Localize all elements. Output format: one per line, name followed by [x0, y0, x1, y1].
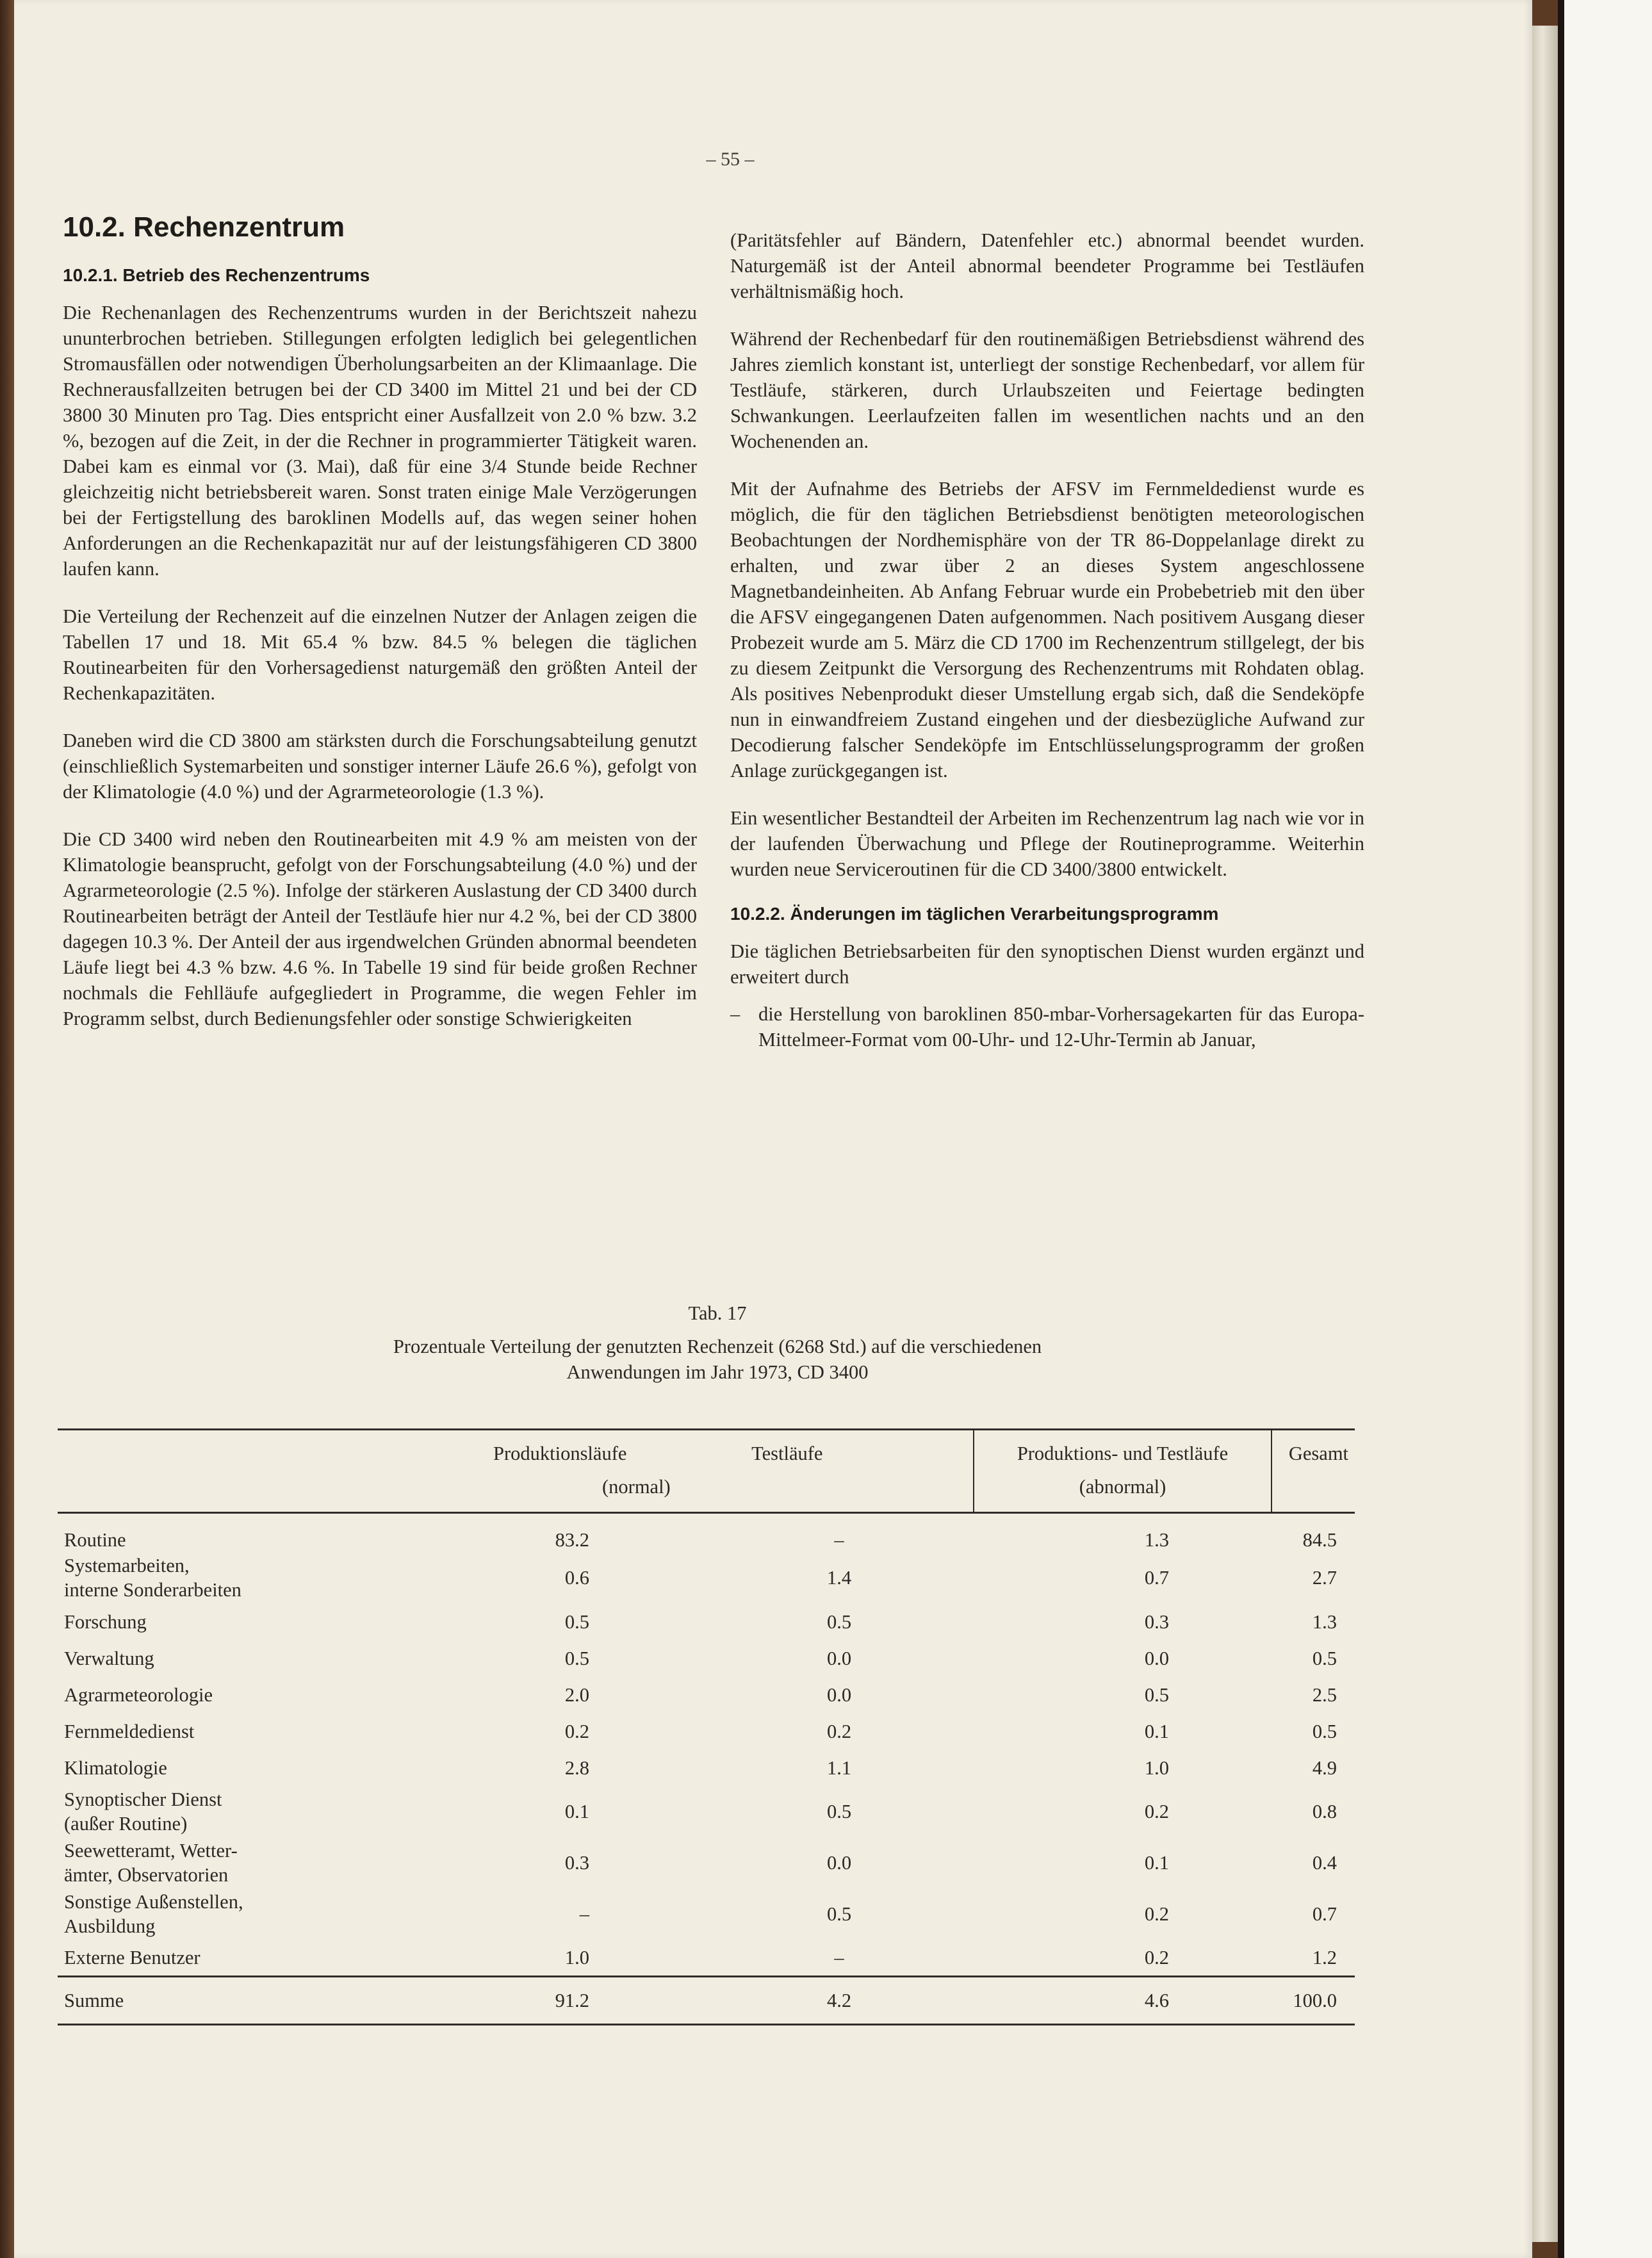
table-row: [58, 1749, 1355, 1786]
page-number: – 55 –: [706, 149, 755, 170]
cell-abnormal: 0.7: [1144, 1567, 1170, 1589]
paragraph: Mit der Aufnahme des Betriebs der AFSV im Fernmeldedienst wurde es möglich, die für den täglichen Betriebsdienst benötigten meteorologischen Beobachtungen der Nordhemisphäre von der TR 86-Doppelanlage direkt zu erhalten, und zwar über 2 an dieses System angeschlossene Magnetbandeinheiten. Ab Anfang Februar wurde ein Probebetrieb mit den über die AFSV eingegangenen Daten aufgenommen. Nach positivem Ausgang dieser Probezeit wurde am 5. März die CD 1700 im Rechenzentrum stillgelegt, der bis zu diesem Zeitpunkt die Versorgung des Rechenzentrums mit Rohdaten oblag. Als positives Nebenprodukt dieser Umstellung ergab sich, daß die Sendeköpfe nun in einwandfreiem Zustand eingehen und der diesbezügliche Aufwand zur Decodierung falscher Sendeköpfe im Entschlüsselungsprogramm der großen Anlage zurückgegangen ist.: [730, 478, 1364, 781]
cell-testlaeufe: –: [834, 1946, 844, 1968]
cell-label: Routine: [64, 1529, 126, 1551]
table-row: [58, 1837, 1355, 1888]
paragraph: Die täglichen Betriebsarbeiten für den synoptischen Dienst wurden ergänzt und erweitert durch: [730, 940, 1364, 988]
cell-produktionslaeufe: 0.3: [564, 1852, 589, 1874]
paragraph: Daneben wird die CD 3800 am stärksten durch die Forschungsabteilung genutzt (einschließlich Systemarbeiten und sonstiger interner Läufe 26.6 %), gefolgt von der Klimatologie (4.0 %) und der Agrarmeteorologie (1.3 %).: [63, 730, 697, 803]
cell-abnormal: 0.1: [1144, 1852, 1170, 1874]
paragraph: Ein wesentlicher Bestandteil der Arbeiten im Rechenzentrum lag nach wie vor in der laufenden Überwachung und Pflege der Routineprogramme. Weiterhin wurden neue Serviceroutinen für die CD 3400/3800 entwickelt.: [730, 807, 1364, 880]
cell-testlaeufe: 0.5: [826, 1801, 852, 1822]
cell-testlaeufe: 0.0: [826, 1852, 852, 1874]
cell-abnormal: 4.6: [974, 1976, 1272, 2024]
cell-produktionslaeufe: 0.1: [564, 1801, 589, 1822]
cell-label: Synoptischer Dienst (außer Routine): [64, 1788, 222, 1835]
cell-abnormal: 0.2: [1144, 1946, 1170, 1968]
paragraph: Während der Rechenbedarf für den routinemäßigen Betriebsdienst während des Jahres ziemlich konstant ist, unterliegt der sonstige Rechenbedarf, vor allem für Testläufe, stärkeren, durch Urlaubszeiten und Feiertage bedingten Schwankungen. Leerlaufzeiten fallen im wesentlichen nachts und an den Wochenenden an.: [730, 328, 1364, 452]
table-caption-line: Prozentuale Verteilung der genutzten Rechenzeit (6268 Std.) auf die verschiedenen: [393, 1336, 1042, 1357]
header-normal: (normal): [602, 1476, 671, 1498]
cell-label: Agrarmeteorologie: [64, 1683, 213, 1706]
cell-abnormal: 0.2: [1144, 1801, 1170, 1822]
cell-testlaeufe: 1.4: [826, 1567, 852, 1589]
cell-label: Externe Benutzer: [64, 1946, 200, 1968]
cell-gesamt: 4.9: [1312, 1756, 1337, 1779]
header-produktionslaeufe: Produktionsläufe: [493, 1443, 627, 1464]
cell-label: Sonstige Außenstellen, Ausbildung: [64, 1891, 243, 1937]
cell-produktionslaeufe: –: [579, 1903, 589, 1925]
paragraph: (Paritätsfehler auf Bändern, Datenfehler etc.) abnormal beendet wurden. Naturgemäß ist der Anteil abnormal beendeter Programme bei Testläufen verhältnismäßig hoch.: [730, 229, 1364, 302]
cell-testlaeufe: 4.2: [609, 1976, 974, 2024]
scan-backdrop: [1558, 0, 1652, 2258]
table-row: [58, 1640, 1355, 1676]
header-normal-group: [320, 1430, 974, 1513]
list-item: [730, 1001, 1364, 1052]
cell-produktionslaeufe: 0.5: [564, 1647, 589, 1669]
cell-gesamt: 2.5: [1312, 1683, 1337, 1706]
list-item-text: die Herstellung von baroklinen 850-mbar-Vorhersagekarten für das Europa-Mittelmeer-Format vom 00-Uhr- und 12-Uhr-Termin ab Januar,: [758, 1003, 1364, 1051]
table-row: [58, 1676, 1355, 1713]
cell-gesamt: 0.5: [1312, 1647, 1337, 1669]
cell-produktionslaeufe: 91.2: [320, 1976, 609, 2024]
scan-border-line: [1558, 0, 1564, 2258]
cell-abnormal: 1.0: [1144, 1756, 1170, 1779]
table-caption-line: Anwendungen im Jahr 1973, CD 3400: [566, 1361, 869, 1383]
cell-gesamt: 0.8: [1312, 1801, 1337, 1822]
cell-testlaeufe: 0.0: [826, 1647, 852, 1669]
cell-label: Fernmeldedienst: [64, 1720, 195, 1742]
table-total-row: [58, 1976, 1355, 2024]
left-column: [63, 211, 697, 1053]
cell-produktionslaeufe: 1.0: [564, 1946, 589, 1968]
cell-testlaeufe: 0.5: [826, 1903, 852, 1925]
cell-testlaeufe: 0.0: [826, 1683, 852, 1706]
table-number: Tab. 17: [688, 1302, 747, 1324]
cell-produktionslaeufe: 2.0: [564, 1683, 589, 1706]
cell-abnormal: 1.3: [1144, 1529, 1170, 1551]
cell-abnormal: 0.0: [1144, 1647, 1170, 1669]
paragraph: Die Rechenanlagen des Rechenzentrums wurden in der Berichtszeit nahezu ununterbrochen betrieben. Stillegungen erfolgten lediglich bei gelegentlichen Stromausfällen oder notwendigen Überholungsarbeiten an der Klimaanlage. Die Rechnerausfallzeiten betrugen bei der CD 3400 im Mittel 21 und bei der CD 3800 30 Minuten pro Tag. Dies entspricht einer Ausfallzeit von 2.0 % bzw. 3.2 %, bezogen auf die Zeit, in der die Rechner in programmierter Tätigkeit waren. Dabei kam es einmal vor (3. Mai), daß für eine 3/4 Stunde beide Rechner gleichzeitig nicht betriebsbereit waren. Sonst traten einige Male Verzögerungen bei der Fertigstellung des baroklinen Modells auf, das wegen seiner hohen Anforderungen an die Rechenkapazität nur auf der leistungsfähigeren CD 3800 laufen kann.: [63, 302, 697, 580]
header-abnormal: (abnormal): [1079, 1476, 1166, 1498]
table-row: [58, 1713, 1355, 1749]
data-table: [58, 1428, 1355, 2025]
cell-label: Forschung: [64, 1610, 147, 1633]
cell-testlaeufe: –: [834, 1529, 844, 1551]
table-row: [58, 1552, 1355, 1603]
cell-gesamt: 84.5: [1302, 1529, 1337, 1551]
cell-gesamt: 100.0: [1272, 1976, 1355, 2024]
paragraph: Die Verteilung der Rechenzeit auf die einzelnen Nutzer der Anlagen zeigen die Tabellen 17 und 18. Mit 65.4 % bzw. 84.5 % belegen die täglichen Routinearbeiten für den Vorhersagedienst naturgemäß den größten Anteil der Rechenkapazitäten.: [63, 605, 697, 704]
cell-gesamt: 0.4: [1312, 1852, 1337, 1874]
cell-gesamt: 0.5: [1312, 1720, 1337, 1742]
cell-abnormal: 0.5: [1144, 1683, 1170, 1706]
header-gesamt: Gesamt: [1272, 1430, 1355, 1513]
page-stack-edge: [1532, 26, 1558, 2242]
cell-produktionslaeufe: 0.5: [564, 1610, 589, 1633]
header-abnormal-group: [974, 1430, 1272, 1513]
section-title: 10.2. Rechenzentrum: [63, 211, 345, 243]
cell-produktionslaeufe: 2.8: [564, 1756, 589, 1779]
paragraph: Die CD 3400 wird neben den Routinearbeiten mit 4.9 % am meisten von der Klimatologie beansprucht, gefolgt von der Forschungsabteilung (4.0 %) und der Agrarmeteorologie (2.5 %). Infolge der stärkeren Auslastung der CD 3400 durch Routinearbeiten beträgt der Anteil der Testläufe hier nur 4.2 %, bei der CD 3800 dagegen 10.3 %. Der Anteil der aus irgendwelchen Gründen abnormal beendeten Läufe liegt bei 4.3 % bzw. 4.6 %. In Tabelle 19 sind für beide großen Rechner nochmals die Fehlläufe aufgegliedert in Programme, die wegen Fehler im Programm selbst, durch Bedienungsfehler oder sonstige Schwierigkeiten: [63, 828, 697, 1029]
subsection-title-2: 10.2.2. Änderungen im täglichen Verarbeitungsprogramm: [730, 904, 1219, 924]
table-row: [58, 1940, 1355, 1976]
dash-bullet: –: [730, 1003, 740, 1025]
header-blank: [58, 1430, 320, 1513]
cell-abnormal: 0.3: [1144, 1610, 1170, 1633]
cell-label: Verwaltung: [64, 1647, 154, 1669]
cell-label: Systemarbeiten, interne Sonderarbeiten: [64, 1555, 241, 1601]
cell-label: Klimatologie: [64, 1756, 167, 1779]
cell-gesamt: 2.7: [1312, 1567, 1337, 1589]
cell-abnormal: 0.2: [1144, 1903, 1170, 1925]
cell-testlaeufe: 1.1: [826, 1756, 852, 1779]
table-row: [58, 1513, 1355, 1553]
previous-page-edge: [0, 0, 14, 2258]
right-column: [730, 227, 1364, 1052]
cell-label: Summe: [58, 1976, 320, 2024]
table-row: [58, 1786, 1355, 1837]
header-produktions-und-testlaeufe: Produktions- und Testläufe: [1017, 1443, 1229, 1464]
cell-produktionslaeufe: 0.2: [564, 1720, 589, 1742]
cell-label: Seewetteramt, Wetter- ämter, Observatorien: [64, 1840, 238, 1886]
cell-gesamt: 0.7: [1312, 1903, 1337, 1925]
cell-gesamt: 1.3: [1312, 1610, 1337, 1633]
cell-gesamt: 1.2: [1312, 1946, 1337, 1968]
cell-produktionslaeufe: 0.6: [564, 1567, 589, 1589]
cell-testlaeufe: 0.5: [826, 1610, 852, 1633]
cell-produktionslaeufe: 83.2: [555, 1529, 589, 1551]
table-caption: [269, 1300, 1166, 1385]
subsection-title-1: 10.2.1. Betrieb des Rechenzentrums: [63, 265, 370, 285]
header-testlaeufe: Testläufe: [751, 1443, 823, 1464]
cell-abnormal: 0.1: [1144, 1720, 1170, 1742]
table-row: [58, 1603, 1355, 1640]
table-row: [58, 1888, 1355, 1940]
cell-testlaeufe: 0.2: [826, 1720, 852, 1742]
